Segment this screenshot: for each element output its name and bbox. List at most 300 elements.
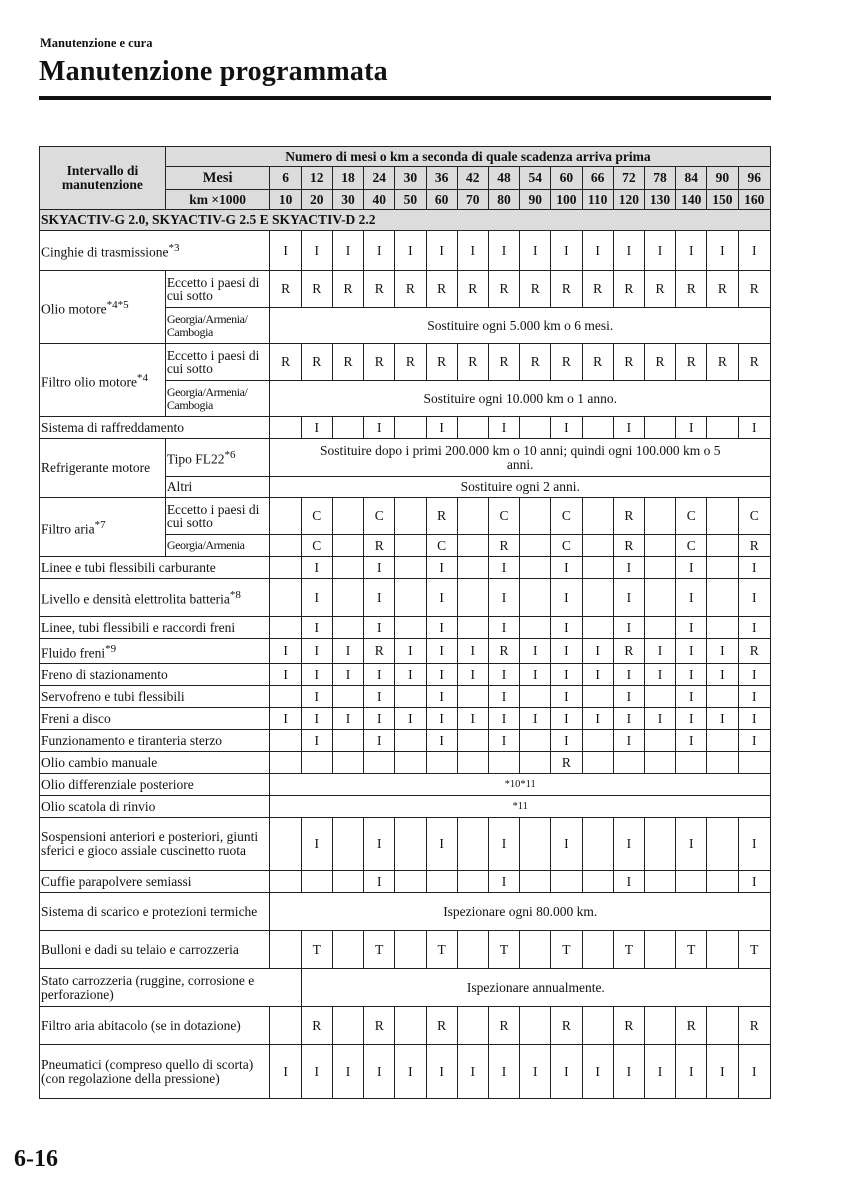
schedule-cell [707,579,738,617]
row-label: Freno di stazionamento [40,664,270,686]
schedule-cell: R [582,344,613,381]
month-cell: 96 [738,167,770,190]
schedule-cell [582,931,613,969]
schedule-cell: I [301,686,332,708]
table-row [40,439,771,477]
schedule-cell: I [332,708,363,730]
row-label: Linee, tubi flessibili e raccordi freni [40,617,270,639]
schedule-cell [395,871,426,893]
schedule-cell [707,871,738,893]
table-row [40,871,771,893]
schedule-cell: R [582,271,613,308]
schedule-cell: I [551,708,582,730]
table-row [40,664,771,686]
schedule-cell: I [364,730,395,752]
schedule-cell: C [488,498,519,535]
section-title: Manutenzione e cura [40,36,153,50]
schedule-cell: I [426,617,457,639]
month-cell: 6 [270,167,301,190]
schedule-cell: I [582,708,613,730]
schedule-cell [644,557,675,579]
schedule-cell: R [738,639,770,664]
schedule-cell: I [707,231,738,271]
schedule-cell: R [613,535,644,557]
schedule-cell: R [488,535,519,557]
schedule-cell: R [426,271,457,308]
schedule-cell: I [707,708,738,730]
schedule-cell [676,871,707,893]
schedule-cell [457,557,488,579]
schedule-cell: I [676,708,707,730]
km-cell: 70 [457,190,488,210]
schedule-cell [520,871,551,893]
schedule-cell [457,686,488,708]
table-row [40,686,771,708]
schedule-cell: I [364,871,395,893]
schedule-cell: C [301,498,332,535]
schedule-cell [457,752,488,774]
row-label: Olio scatola di rinvio [40,796,270,818]
row-label: Servofreno e tubi flessibili [40,686,270,708]
schedule-cell: I [364,579,395,617]
row-sublabel: Eccetto i paesi di cui sotto [165,344,270,381]
schedule-cell [395,417,426,439]
schedule-cell: I [551,417,582,439]
schedule-cell: I [364,686,395,708]
schedule-cell: I [738,686,770,708]
schedule-cell: I [520,639,551,664]
schedule-cell: I [457,231,488,271]
table-row [40,931,771,969]
row-label: Refrigerante motore [40,439,166,498]
schedule-cell: I [613,730,644,752]
schedule-cell: I [613,1045,644,1099]
row-note: Sostituire ogni 5.000 km o 6 mesi. [270,308,771,344]
km-cell: 60 [426,190,457,210]
schedule-cell: R [707,271,738,308]
schedule-cell: R [488,271,519,308]
schedule-cell [582,752,613,774]
schedule-cell [582,498,613,535]
schedule-cell: I [613,818,644,871]
schedule-cell: I [738,231,770,271]
schedule-cell: I [426,639,457,664]
schedule-cell [707,752,738,774]
schedule-cell: I [426,231,457,271]
schedule-cell: R [551,344,582,381]
row-label: Sistema di raffreddamento [40,417,270,439]
schedule-cell: I [676,617,707,639]
schedule-cell [644,818,675,871]
schedule-cell [707,535,738,557]
schedule-cell: T [301,931,332,969]
schedule-cell: R [613,639,644,664]
month-cell: 42 [457,167,488,190]
schedule-cell [332,417,363,439]
row-sublabel: Georgia/Armenia [165,535,270,557]
schedule-cell [520,1007,551,1045]
schedule-cell [707,730,738,752]
schedule-cell [520,557,551,579]
row-sublabel: Georgia/Armenia/ Cambogia [165,308,270,344]
row-label: Stato carrozzeria (ruggine, corrosione e perforazione) [40,969,302,1007]
schedule-cell [644,752,675,774]
schedule-cell: C [551,535,582,557]
schedule-cell: I [613,686,644,708]
schedule-cell: I [301,818,332,871]
schedule-cell: I [676,579,707,617]
row-note: Sostituire ogni 10.000 km o 1 anno. [270,381,771,417]
schedule-cell: I [364,231,395,271]
month-cell: 12 [301,167,332,190]
span-header: Numero di mesi o km a seconda di quale scadenza arriva prima [165,147,770,167]
schedule-cell: R [364,1007,395,1045]
schedule-cell: R [488,344,519,381]
schedule-cell: I [520,1045,551,1099]
schedule-cell [520,730,551,752]
schedule-cell: I [301,639,332,664]
km-cell: 80 [488,190,519,210]
schedule-cell: I [301,664,332,686]
schedule-cell: I [551,818,582,871]
schedule-cell: I [332,1045,363,1099]
schedule-cell: I [301,579,332,617]
schedule-cell: I [488,1045,519,1099]
schedule-cell: T [613,931,644,969]
schedule-cell [301,871,332,893]
schedule-cell: I [457,664,488,686]
schedule-cell: R [707,344,738,381]
schedule-cell [270,557,301,579]
schedule-cell: I [613,231,644,271]
interval-header: Intervallo di manutenzione [40,147,166,210]
schedule-cell [332,617,363,639]
schedule-cell [457,871,488,893]
schedule-cell [644,417,675,439]
schedule-cell: I [488,686,519,708]
schedule-cell [520,535,551,557]
schedule-cell: I [488,579,519,617]
schedule-cell: I [520,664,551,686]
schedule-cell: I [395,664,426,686]
schedule-cell [395,686,426,708]
schedule-cell [520,498,551,535]
km-cell: 150 [707,190,738,210]
schedule-cell [520,686,551,708]
schedule-cell: R [613,344,644,381]
row-label: Olio differenziale posteriore [40,774,270,796]
row-label: Sospensioni anteriori e posteriori, giunti sferici e gioco assiale cuscinetto ruota [40,818,270,871]
schedule-cell: R [676,344,707,381]
schedule-cell: I [488,231,519,271]
schedule-cell [270,535,301,557]
schedule-cell: I [738,557,770,579]
month-cell: 18 [332,167,363,190]
schedule-cell [332,752,363,774]
schedule-cell [332,557,363,579]
schedule-cell [457,730,488,752]
schedule-cell [364,752,395,774]
schedule-cell: I [426,1045,457,1099]
schedule-cell: I [426,708,457,730]
schedule-cell [520,931,551,969]
schedule-cell: I [395,1045,426,1099]
schedule-cell: I [426,557,457,579]
schedule-cell [270,730,301,752]
schedule-cell: I [738,871,770,893]
schedule-cell [582,871,613,893]
schedule-cell: I [738,617,770,639]
schedule-cell: I [301,730,332,752]
schedule-cell: I [364,664,395,686]
schedule-cell: I [426,579,457,617]
schedule-cell: I [644,664,675,686]
row-label: Livello e densità elettrolita batteria$^{*8}$ [40,579,270,617]
schedule-cell: I [488,617,519,639]
schedule-cell [738,752,770,774]
table-row [40,417,771,439]
header-rule [39,96,771,100]
schedule-cell: I [582,231,613,271]
schedule-cell: I [551,617,582,639]
schedule-cell: I [676,1045,707,1099]
table-row [40,796,771,818]
table-row [40,818,771,871]
schedule-cell: I [457,639,488,664]
schedule-cell [676,752,707,774]
schedule-cell [426,752,457,774]
schedule-cell: C [364,498,395,535]
schedule-cell [457,417,488,439]
km-cell: 140 [676,190,707,210]
schedule-cell: I [301,1045,332,1099]
schedule-cell: I [395,708,426,730]
schedule-cell: T [488,931,519,969]
schedule-cell: I [426,818,457,871]
schedule-cell: I [301,417,332,439]
schedule-cell [270,1007,301,1045]
schedule-cell [332,579,363,617]
schedule-cell: I [644,639,675,664]
schedule-cell: I [426,686,457,708]
schedule-cell: R [395,344,426,381]
schedule-cell [426,871,457,893]
table-row [40,271,771,308]
schedule-cell: R [426,344,457,381]
engine-section-title: SKYACTIV-G 2.0, SKYACTIV-G 2.5 E SKYACTIV-D 2.2 [40,210,771,231]
month-cell: 84 [676,167,707,190]
schedule-cell: R [551,271,582,308]
schedule-cell: T [676,931,707,969]
schedule-cell [332,498,363,535]
schedule-cell [582,579,613,617]
month-cell: 60 [551,167,582,190]
row-label: Filtro olio motore$^{*4}$ [40,344,166,417]
month-cell: 72 [613,167,644,190]
schedule-cell [644,931,675,969]
row-label: Funzionamento e tiranteria sterzo [40,730,270,752]
schedule-cell: I [707,664,738,686]
schedule-cell: R [426,1007,457,1045]
schedule-cell: I [301,708,332,730]
schedule-cell: I [270,664,301,686]
schedule-cell: I [520,708,551,730]
km-cell: 20 [301,190,332,210]
schedule-cell: R [488,1007,519,1045]
month-cell: 78 [644,167,675,190]
schedule-cell: I [364,708,395,730]
schedule-cell [332,730,363,752]
schedule-cell: I [332,664,363,686]
row-sublabel: Georgia/Armenia/ Cambogia [165,381,270,417]
month-cell: 48 [488,167,519,190]
schedule-cell [395,617,426,639]
schedule-cell: R [457,271,488,308]
schedule-cell: I [364,557,395,579]
schedule-cell [707,818,738,871]
km-cell: 100 [551,190,582,210]
schedule-cell: C [426,535,457,557]
schedule-cell: I [520,231,551,271]
schedule-cell: I [707,639,738,664]
schedule-cell: R [613,498,644,535]
table-row [40,579,771,617]
km-cell: 130 [644,190,675,210]
table-row [40,752,771,774]
schedule-cell: I [301,557,332,579]
schedule-cell [457,579,488,617]
schedule-cell [582,417,613,439]
schedule-cell: I [676,231,707,271]
schedule-cell [644,617,675,639]
schedule-cell [551,871,582,893]
schedule-cell [582,1007,613,1045]
row-label: Filtro aria abitacolo (se in dotazione) [40,1007,270,1045]
schedule-cell: I [613,664,644,686]
schedule-cell: R [332,344,363,381]
schedule-cell: I [364,1045,395,1099]
schedule-cell [395,498,426,535]
schedule-cell: I [613,579,644,617]
km-label: km ×1000 [165,190,270,210]
schedule-cell: T [364,931,395,969]
table-row [40,344,771,381]
schedule-cell: I [270,708,301,730]
schedule-cell [582,730,613,752]
table-row [40,557,771,579]
schedule-cell [395,557,426,579]
schedule-cell: I [707,1045,738,1099]
schedule-cell: R [457,344,488,381]
schedule-cell: I [551,686,582,708]
schedule-cell: R [364,271,395,308]
schedule-cell [395,535,426,557]
km-cell: 30 [332,190,363,210]
schedule-cell: I [613,417,644,439]
table-row [40,1007,771,1045]
schedule-cell: R [301,271,332,308]
schedule-cell: I [738,664,770,686]
schedule-cell [707,931,738,969]
maintenance-schedule-table [39,146,771,1099]
schedule-cell: I [738,730,770,752]
schedule-cell: R [332,271,363,308]
schedule-cell: R [364,535,395,557]
schedule-cell: I [738,708,770,730]
schedule-cell [395,1007,426,1045]
schedule-cell: T [426,931,457,969]
schedule-cell: C [676,535,707,557]
km-cell: 110 [582,190,613,210]
schedule-cell: I [457,708,488,730]
schedule-cell: I [582,664,613,686]
schedule-cell [520,818,551,871]
schedule-cell: I [613,617,644,639]
schedule-cell [582,535,613,557]
schedule-cell: I [364,818,395,871]
schedule-cell [582,557,613,579]
schedule-cell: I [395,231,426,271]
schedule-cell: R [301,1007,332,1045]
table-row [40,893,771,931]
schedule-cell: I [644,1045,675,1099]
schedule-cell [644,535,675,557]
schedule-cell [395,752,426,774]
table-row [40,774,771,796]
schedule-cell: R [488,639,519,664]
schedule-cell [707,557,738,579]
month-cell: 24 [364,167,395,190]
schedule-cell [582,686,613,708]
schedule-cell: I [395,639,426,664]
schedule-cell [644,498,675,535]
schedule-cell [270,818,301,871]
schedule-cell: R [426,498,457,535]
schedule-cell: I [582,1045,613,1099]
schedule-cell: R [738,535,770,557]
schedule-cell [457,1007,488,1045]
schedule-cell [644,730,675,752]
schedule-cell: I [676,664,707,686]
schedule-cell: I [270,639,301,664]
row-note: *11 [270,796,771,818]
schedule-cell [332,535,363,557]
schedule-cell [520,417,551,439]
table-row [40,617,771,639]
schedule-cell: C [301,535,332,557]
table-row [40,498,771,535]
schedule-cell: I [582,639,613,664]
schedule-cell [270,686,301,708]
schedule-cell: I [488,557,519,579]
schedule-cell: I [738,579,770,617]
schedule-cell [457,535,488,557]
row-sublabel: Tipo FL22$^{*6}$ [165,439,270,477]
schedule-cell: I [270,231,301,271]
schedule-cell: R [738,1007,770,1045]
schedule-cell [644,579,675,617]
schedule-cell: I [426,664,457,686]
schedule-cell: I [644,231,675,271]
month-cell: 36 [426,167,457,190]
schedule-cell: R [676,1007,707,1045]
row-note: *10*11 [270,774,771,796]
schedule-cell: R [613,1007,644,1045]
schedule-cell: I [676,557,707,579]
km-cell: 40 [364,190,395,210]
table-row [40,1045,771,1099]
row-sublabel: Eccetto i paesi di cui sotto [165,271,270,308]
